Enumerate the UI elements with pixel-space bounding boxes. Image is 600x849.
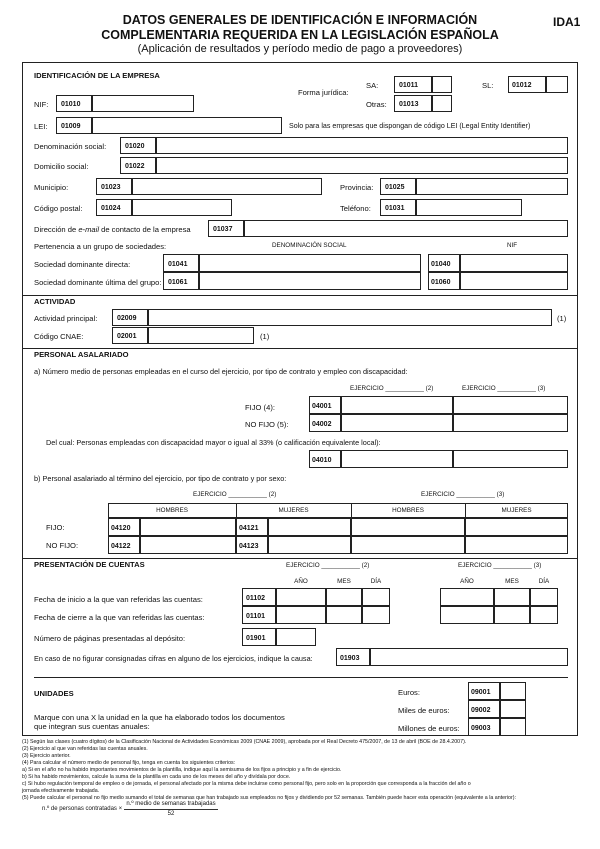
email-label bbox=[34, 226, 191, 234]
b-fijo-hombres-anterior-input[interactable] bbox=[351, 518, 465, 536]
dominante-directa-nif-input[interactable] bbox=[460, 254, 568, 272]
mujeres-header: MUJERES bbox=[501, 507, 532, 514]
fecha-cierre-code: 01101 bbox=[246, 613, 266, 620]
dominante-directa-name-input[interactable] bbox=[199, 254, 421, 272]
formula-numerator: n.º medio de semanas trabajadas bbox=[126, 801, 216, 807]
anio-header: AÑO bbox=[460, 578, 474, 585]
footnote-5: (5) Puede calcular el personal no fijo medio sumando el total de semanas que han trabajado sus empleados no fijos y dividiendo por 52 semanas. También puede hacer esta operación (equivalente a la anterior): bbox=[22, 795, 516, 801]
footnote-3: (3) Ejercicio anterior. bbox=[22, 753, 71, 759]
dominante-ultima-nif-code: 01060 bbox=[431, 279, 451, 286]
b-no-fijo-mujeres-input[interactable] bbox=[268, 536, 351, 554]
miles-label: Miles de euros: bbox=[398, 706, 450, 715]
b-fijo-mujeres-code: 04121 bbox=[239, 525, 259, 532]
footnote-4: (4) Para calcular el número medio de personal fijo, tenga en cuenta los siguientes criterios: bbox=[22, 760, 236, 766]
domicilio-label: Domicilio social: bbox=[34, 162, 89, 171]
b-no-fijo-hombres-input[interactable] bbox=[140, 536, 236, 554]
fecha-cierre-mes-input[interactable] bbox=[326, 606, 362, 624]
fecha-cierre-anio-input[interactable] bbox=[276, 606, 326, 624]
sa-checkbox[interactable] bbox=[432, 76, 452, 93]
fecha-inicio-anterior-mes-input[interactable] bbox=[494, 588, 530, 606]
personal-a-text: a) Número medio de personas empleadas en el curso del ejercicio, por tipo de contrato y empleo con discapacidad: bbox=[34, 367, 408, 376]
fecha-cierre-anterior-dia-input[interactable] bbox=[530, 606, 558, 624]
mes-header: MES bbox=[505, 578, 519, 585]
codigo-postal-input[interactable] bbox=[132, 199, 232, 216]
otras-label: Otras: bbox=[366, 100, 387, 109]
b-fijo-mujeres-input[interactable] bbox=[268, 518, 351, 536]
footnote-2: (2) Ejercicio al que van referidas las cuentas anuales. bbox=[22, 746, 148, 752]
nif-column-header: NIF bbox=[507, 242, 518, 249]
hombres-header: HOMBRES bbox=[156, 507, 188, 514]
otras-code: 01013 bbox=[399, 101, 419, 108]
section-divider bbox=[22, 348, 578, 349]
email-label-post: de contacto de la empresa bbox=[99, 225, 191, 234]
nif-input[interactable] bbox=[92, 95, 194, 112]
discapacidad-ejercicio-input[interactable] bbox=[341, 450, 453, 468]
actividad-principal-label: Actividad principal: bbox=[34, 314, 98, 323]
fecha-cierre-label: Fecha de cierre a la que van referidas las cuentas: bbox=[34, 613, 205, 622]
fijo-code: 04001 bbox=[312, 403, 332, 410]
no-fijo-anterior-input[interactable] bbox=[453, 414, 568, 432]
fecha-inicio-anio-input[interactable] bbox=[276, 588, 326, 606]
actividad-principal-code: 02009 bbox=[117, 315, 137, 322]
section-divider bbox=[22, 558, 578, 559]
lei-label: LEI: bbox=[34, 122, 48, 131]
fecha-inicio-label: Fecha de inicio a la que van referidas las cuentas: bbox=[34, 595, 203, 604]
lei-input[interactable] bbox=[92, 117, 282, 134]
denominacion-input[interactable] bbox=[156, 137, 568, 154]
euros-code: 09001 bbox=[471, 689, 491, 696]
paginas-input[interactable] bbox=[276, 628, 316, 646]
ejercicio-3-header: EJERCICIO ___________ (3) bbox=[462, 385, 546, 392]
dominante-directa-nif-code: 01040 bbox=[431, 261, 451, 268]
dominante-directa-label: Sociedad dominante directa: bbox=[34, 260, 131, 269]
unidades-instruction-line-2: que integran sus cuentas anuales: bbox=[34, 722, 150, 731]
millones-label: Millones de euros: bbox=[398, 724, 460, 733]
formula-left: n.º de personas contratadas × bbox=[42, 806, 123, 812]
footnote-4b: b) Si ha habido movimientos, calcule la suma de la plantilla en cada uno de los meses del año y divídala por doce. bbox=[22, 774, 291, 780]
anio-header: AÑO bbox=[294, 578, 308, 585]
miles-checkbox[interactable] bbox=[500, 700, 526, 718]
dominante-ultima-name-input[interactable] bbox=[199, 272, 421, 290]
lei-code: 01009 bbox=[61, 123, 81, 130]
footnote-4a: a) Si en el año no ha habido importantes movimientos de la plantilla, indique aquí la semisuma de los fijos a principio y a fin de ejercicio. bbox=[22, 767, 342, 773]
section-personal-heading: PERSONAL ASALARIADO bbox=[34, 350, 129, 359]
section-unidades-heading: UNIDADES bbox=[34, 689, 74, 698]
sl-label: SL: bbox=[482, 81, 494, 90]
dominante-ultima-label: Sociedad dominante última del grupo: bbox=[34, 278, 162, 287]
mes-header: MES bbox=[337, 578, 351, 585]
codigo-postal-code: 01024 bbox=[101, 205, 121, 212]
denominacion-code: 01020 bbox=[125, 143, 145, 150]
denominacion-label: Denominación social: bbox=[34, 142, 107, 151]
b-no-fijo-hombres-anterior-input[interactable] bbox=[351, 536, 465, 554]
form-title-line-2: COMPLEMENTARIA REQUERIDA EN LA LEGISLACIÓN ESPAÑOLA bbox=[101, 28, 499, 42]
lei-note: Solo para las empresas que dispongan de código LEI (Legal Entity Identifier) bbox=[289, 122, 531, 130]
no-fijo-ejercicio-input[interactable] bbox=[341, 414, 453, 432]
personal-b-text: b) Personal asalariado al término del ejercicio, por tipo de contrato y por sexo: bbox=[34, 474, 287, 483]
causa-code: 01903 bbox=[340, 655, 360, 662]
fijo-ejercicio-input[interactable] bbox=[341, 396, 453, 414]
email-code: 01037 bbox=[213, 226, 233, 233]
provincia-input[interactable] bbox=[416, 178, 568, 195]
sl-checkbox[interactable] bbox=[546, 76, 568, 93]
provincia-code: 01025 bbox=[385, 184, 405, 191]
b-no-fijo-mujeres-anterior-input[interactable] bbox=[465, 536, 568, 554]
b-ejercicio-2-header: EJERCICIO ___________ (2) bbox=[193, 491, 277, 498]
b-fijo-hombres-code: 04120 bbox=[111, 525, 131, 532]
b-fijo-label: FIJO: bbox=[46, 523, 65, 532]
b-ejercicio-3-header: EJERCICIO ___________ (3) bbox=[421, 491, 505, 498]
form-code: IDA1 bbox=[553, 15, 581, 29]
millones-checkbox[interactable] bbox=[500, 718, 526, 736]
section-divider bbox=[22, 295, 578, 296]
discapacidad-code: 04010 bbox=[312, 457, 332, 464]
discapacidad-text: Del cual: Personas empleadas con discapacidad mayor o igual al 33% (o calificación equivalente local): bbox=[46, 438, 381, 447]
miles-code: 09002 bbox=[471, 707, 491, 714]
euros-checkbox[interactable] bbox=[500, 682, 526, 700]
fecha-cierre-dia-input[interactable] bbox=[362, 606, 390, 624]
section-cuentas-heading: PRESENTACIÓN DE CUENTAS bbox=[34, 560, 145, 569]
nif-label: NIF: bbox=[34, 100, 49, 109]
domicilio-code: 01022 bbox=[125, 163, 145, 170]
dia-header: DÍA bbox=[538, 578, 550, 585]
section-actividad-heading: ACTIVIDAD bbox=[34, 297, 76, 306]
no-fijo-label: NO FIJO (5): bbox=[245, 420, 289, 429]
form-title-line-1: DATOS GENERALES DE IDENTIFICACIÓN E INFORMACIÓN bbox=[122, 13, 478, 27]
telefono-code: 01031 bbox=[385, 205, 405, 212]
actividad-principal-input[interactable] bbox=[148, 309, 552, 326]
email-input[interactable] bbox=[244, 220, 568, 237]
causa-label: En caso de no figurar consignadas cifras en alguno de los ejercicios, indique la causa: bbox=[34, 654, 313, 663]
footnote-4c: c) Si hubo regulación temporal de empleo o de jornada, el personal afectado por la misma debe incluirse como personal fijo, pero solo en la proporción que corresponda a la fracción del año o bbox=[22, 781, 471, 787]
dominante-directa-code: 01041 bbox=[168, 261, 188, 268]
cnae-note: (1) bbox=[260, 332, 270, 341]
b-no-fijo-mujeres-code: 04123 bbox=[239, 543, 259, 550]
unidades-instruction-line-1: Marque con una X la unidad en la que ha elaborado todos los documentos bbox=[34, 713, 285, 722]
formula-denominator: 52 bbox=[167, 811, 175, 817]
fecha-inicio-code: 01102 bbox=[246, 595, 266, 602]
actividad-principal-note: (1) bbox=[557, 314, 567, 323]
cnae-label: Código CNAE: bbox=[34, 332, 84, 341]
dominante-ultima-nif-input[interactable] bbox=[460, 272, 568, 290]
formula-fraction-bar bbox=[124, 809, 218, 810]
sl-code: 01012 bbox=[512, 82, 532, 89]
b-no-fijo-hombres-code: 04122 bbox=[111, 543, 131, 550]
cuentas-ejercicio-2-header: EJERCICIO ___________ (2) bbox=[286, 562, 370, 569]
fijo-anterior-input[interactable] bbox=[453, 396, 568, 414]
cnae-code: 02001 bbox=[117, 333, 137, 340]
section-identificacion-heading: IDENTIFICACIÓN DE LA EMPRESA bbox=[34, 71, 160, 80]
discapacidad-anterior-input[interactable] bbox=[453, 450, 568, 468]
paginas-code: 01901 bbox=[246, 635, 266, 642]
b-fijo-mujeres-anterior-input[interactable] bbox=[465, 518, 568, 536]
dominante-ultima-code: 01061 bbox=[168, 279, 188, 286]
municipio-code: 01023 bbox=[101, 184, 121, 191]
otras-checkbox[interactable] bbox=[432, 95, 452, 112]
codigo-postal-label: Código postal: bbox=[34, 204, 83, 213]
fecha-cierre-anterior-anio-input[interactable] bbox=[440, 606, 494, 624]
causa-input[interactable] bbox=[370, 648, 568, 666]
paginas-label: Número de páginas presentadas al depósito: bbox=[34, 634, 186, 643]
municipio-input[interactable] bbox=[132, 178, 322, 195]
hombres-header: HOMBRES bbox=[392, 507, 424, 514]
footnote-4c-cont: jornada efectivamente trabajada. bbox=[22, 788, 100, 794]
nif-code: 01010 bbox=[61, 101, 81, 108]
email-label-em: e-mail bbox=[78, 225, 100, 234]
fecha-inicio-mes-input[interactable] bbox=[326, 588, 362, 606]
email-label-pre: Dirección de bbox=[34, 225, 79, 234]
b-no-fijo-label: NO FIJO: bbox=[46, 541, 79, 550]
ejercicio-2-header: EJERCICIO ___________ (2) bbox=[350, 385, 434, 392]
fecha-inicio-anterior-dia-input[interactable] bbox=[530, 588, 558, 606]
denominacion-social-column-header: DENOMINACIÓN SOCIAL bbox=[272, 242, 347, 249]
section-divider bbox=[34, 677, 568, 678]
sa-label: SA: bbox=[366, 81, 379, 90]
euros-label: Euros: bbox=[398, 688, 420, 697]
b-fijo-hombres-input[interactable] bbox=[140, 518, 236, 536]
fecha-cierre-anterior-mes-input[interactable] bbox=[494, 606, 530, 624]
telefono-input[interactable] bbox=[416, 199, 522, 216]
millones-code: 09003 bbox=[471, 725, 491, 732]
mujeres-header: MUJERES bbox=[278, 507, 309, 514]
cnae-input[interactable] bbox=[148, 327, 254, 344]
grupo-label: Pertenencia a un grupo de sociedades: bbox=[34, 242, 167, 251]
cuentas-ejercicio-3-header: EJERCICIO ___________ (3) bbox=[458, 562, 542, 569]
municipio-label: Municipio: bbox=[34, 183, 69, 192]
fecha-inicio-anterior-anio-input[interactable] bbox=[440, 588, 494, 606]
telefono-label: Teléfono: bbox=[340, 204, 371, 213]
no-fijo-code: 04002 bbox=[312, 421, 332, 428]
fijo-label: FIJO (4): bbox=[245, 403, 275, 412]
form-subtitle: (Aplicación de resultados y período medio de pago a proveedores) bbox=[137, 43, 463, 55]
forma-juridica-label: Forma jurídica: bbox=[298, 88, 349, 97]
fecha-inicio-dia-input[interactable] bbox=[362, 588, 390, 606]
sa-code: 01011 bbox=[399, 82, 419, 89]
dia-header: DÍA bbox=[370, 578, 382, 585]
footnote-1: (1) Según las clases (cuatro dígitos) de la Clasificación Nacional de Actividades Económicas 2009 (CNAE 2009), aprobada por el Real Decreto 475/2007, de 13 de abril (BOE de 28.4.2007). bbox=[22, 739, 467, 745]
domicilio-input[interactable] bbox=[156, 157, 568, 174]
provincia-label: Provincia: bbox=[340, 183, 374, 192]
